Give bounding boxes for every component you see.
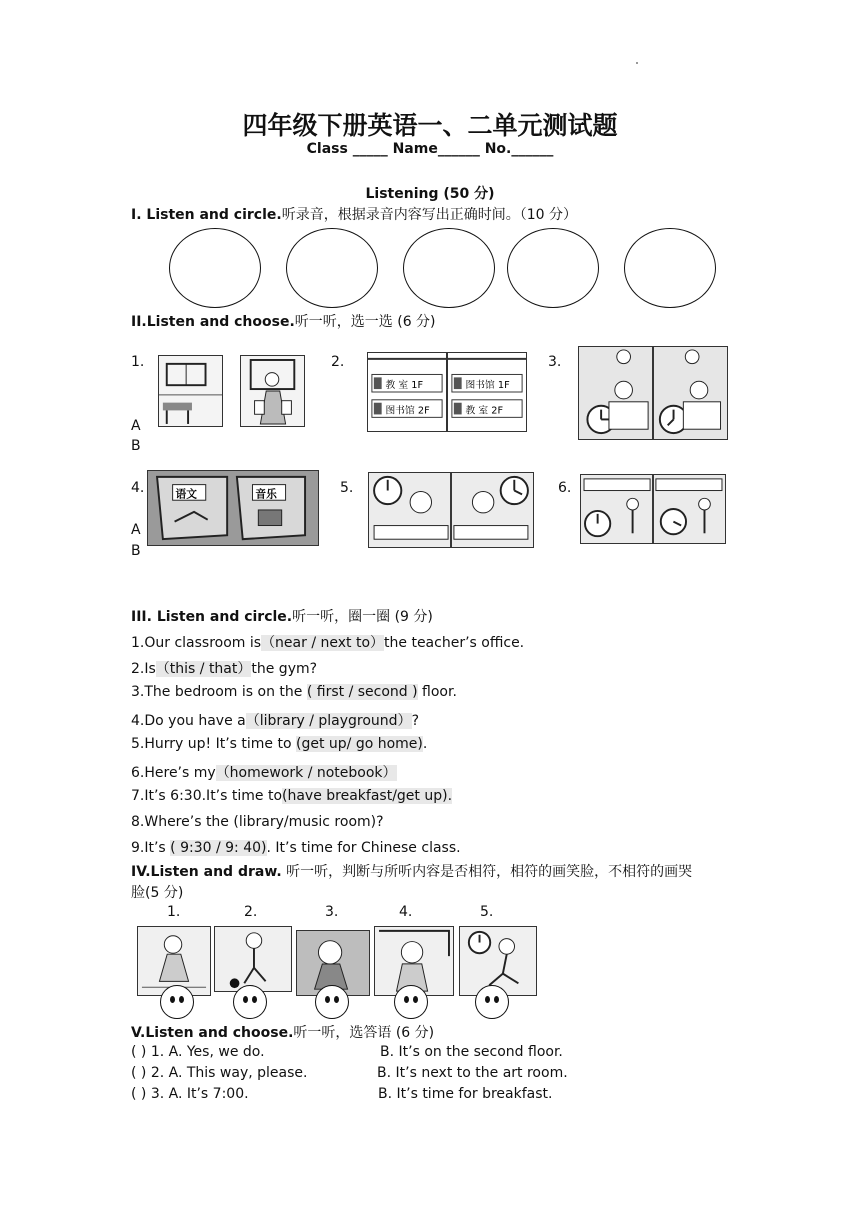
part3-item-7 bbox=[131, 788, 452, 804]
part3-item-9 bbox=[131, 840, 461, 856]
item-text: ? bbox=[411, 713, 419, 729]
q4-number-5: 5. bbox=[480, 904, 494, 920]
q4-number-1: 1. bbox=[167, 904, 181, 920]
page-title: 四年级下册英语一、二单元测试题 bbox=[242, 111, 618, 140]
sign-2a-bottom: 图书馆 2F bbox=[385, 405, 430, 417]
q4-number-2: 2. bbox=[244, 904, 258, 920]
part1-heading bbox=[131, 204, 577, 224]
q2-number-6: 6. bbox=[558, 480, 572, 496]
choice-options[interactable]: ( first / second ) bbox=[306, 684, 418, 700]
choice-options[interactable]: （near / next to） bbox=[261, 635, 385, 651]
sign-2a-top: 教 室 1F bbox=[385, 380, 424, 392]
sign-2b-bottom: 教 室 2F bbox=[465, 405, 504, 417]
item-text: 1.Our classroom is bbox=[131, 635, 262, 651]
q2-row1-option-a: A bbox=[131, 418, 141, 434]
item-text: 4.Do you have a bbox=[131, 713, 246, 729]
item-text: 3.The bedroom is on the bbox=[131, 684, 307, 700]
q2-row1-option-b: B bbox=[131, 438, 141, 454]
q4-number-3: 3. bbox=[325, 904, 339, 920]
part3-heading-rest: 听一听，圈一圈 (9 分) bbox=[292, 609, 433, 625]
choice-options[interactable]: ( 9:30 / 9: 40) bbox=[170, 840, 267, 856]
part5-item-3-b: B. It’s time for breakfast. bbox=[378, 1086, 553, 1102]
part5-item-2-b: B. It’s next to the art room. bbox=[377, 1065, 568, 1081]
student-info-line: Class _____ Name______ No.______ bbox=[306, 141, 554, 157]
q2-number-1: 1. bbox=[131, 354, 145, 370]
part2-heading-rest: 听一听，选一选 (6 分) bbox=[294, 314, 436, 330]
part3-item-4 bbox=[131, 710, 419, 730]
face-answer-1[interactable] bbox=[160, 985, 194, 1019]
item-text: . bbox=[422, 736, 428, 752]
part4-heading-cont: 脸(5 分) bbox=[131, 885, 184, 901]
q2-number-4: 4. bbox=[131, 480, 145, 496]
item-text: 6.Here’s my bbox=[131, 765, 216, 781]
part4-heading-rest: 听一听，判断与所听内容是否相符，相符的画笑脸，不相符的画哭 bbox=[281, 864, 693, 880]
part5-heading-rest: 听一听，选答语 (6 分) bbox=[293, 1025, 435, 1041]
face-answer-3[interactable] bbox=[315, 985, 349, 1019]
part3-heading-bold: III. Listen and circle. bbox=[131, 609, 293, 625]
choice-options[interactable]: (get up/ go home) bbox=[295, 736, 423, 752]
item-text: the gym? bbox=[251, 661, 318, 677]
face-answer-4[interactable] bbox=[394, 985, 428, 1019]
picture-3-bedroom-clock[interactable] bbox=[578, 346, 728, 440]
picture-1a-classroom[interactable] bbox=[158, 355, 223, 427]
item-text: floor. bbox=[417, 684, 457, 700]
part1-heading-rest: 听录音，根据录音内容写出正确时间。（10 分） bbox=[281, 207, 577, 223]
item-text: 7.It’s 6:30.It’s time to bbox=[131, 788, 283, 804]
picture-1b-office[interactable] bbox=[240, 355, 305, 427]
item-text[interactable]: 8.Where’s the (library/music room)? bbox=[131, 814, 384, 830]
q2-row2-option-b: B bbox=[131, 543, 141, 559]
book-music-label: 音乐 bbox=[255, 487, 277, 501]
part5-heading bbox=[131, 1022, 434, 1042]
part3-item-6 bbox=[131, 762, 397, 782]
sign-2b-top: 图书馆 1F bbox=[465, 380, 510, 392]
answer-circle-3[interactable] bbox=[403, 228, 495, 308]
picture-2a-floor-sign[interactable] bbox=[367, 352, 447, 432]
part5-item-1-b: B. It’s on the second floor. bbox=[380, 1044, 563, 1060]
part5-item-3-a[interactable]: ( ) 3. A. It’s 7:00. bbox=[131, 1086, 249, 1102]
q2-number-2: 2. bbox=[331, 354, 345, 370]
q2-number-5: 5. bbox=[340, 480, 354, 496]
listening-section-title: Listening (50 分) bbox=[365, 186, 495, 202]
picture-2b-floor-sign[interactable] bbox=[447, 352, 527, 432]
part3-item-2 bbox=[131, 658, 317, 678]
part1-heading-bold: Ⅰ. Listen and circle. bbox=[131, 207, 282, 223]
face-answer-5[interactable] bbox=[475, 985, 509, 1019]
item-text: 9.It’s bbox=[131, 840, 171, 856]
part5-item-2-a[interactable]: ( ) 2. A. This way, please. bbox=[131, 1065, 308, 1081]
answer-circle-1[interactable] bbox=[169, 228, 261, 308]
part3-item-3 bbox=[131, 684, 457, 700]
part4-heading bbox=[131, 861, 692, 881]
q2-row2-option-a: A bbox=[131, 522, 141, 538]
part3-item-1 bbox=[131, 632, 524, 652]
picture-4-books[interactable] bbox=[147, 470, 319, 546]
picture-5-breakfast[interactable] bbox=[368, 472, 534, 548]
item-text: the teacher’s office. bbox=[384, 635, 525, 651]
answer-circle-4[interactable] bbox=[507, 228, 599, 308]
part5-item-1-a[interactable]: ( ) 1. A. Yes, we do. bbox=[131, 1044, 265, 1060]
answer-circle-5[interactable] bbox=[624, 228, 716, 308]
part3-item-8 bbox=[131, 814, 384, 830]
item-text: . It’s time for Chinese class. bbox=[266, 840, 461, 856]
part3-heading bbox=[131, 606, 433, 626]
choice-options[interactable]: （homework / notebook） bbox=[215, 765, 397, 781]
picture-6-school-clock[interactable] bbox=[580, 474, 726, 544]
page-dot bbox=[636, 62, 638, 64]
picture-q4-2 bbox=[214, 926, 292, 992]
item-text: 5.Hurry up! It’s time to bbox=[131, 736, 296, 752]
part5-heading-bold: V.Listen and choose. bbox=[131, 1025, 294, 1041]
q2-number-3: 3. bbox=[548, 354, 562, 370]
part3-item-5 bbox=[131, 736, 427, 752]
part2-heading-bold: II.Listen and choose. bbox=[131, 314, 295, 330]
item-text: 2.Is bbox=[131, 661, 156, 677]
part2-heading bbox=[131, 311, 436, 331]
choice-options[interactable]: （library / playground） bbox=[245, 713, 412, 729]
choice-options[interactable]: （this / that） bbox=[155, 661, 252, 677]
answer-circle-2[interactable] bbox=[286, 228, 378, 308]
part4-heading-bold: IV.Listen and draw. bbox=[131, 864, 282, 880]
choice-options[interactable]: (have breakfast/get up). bbox=[282, 788, 453, 804]
book-chinese-label: 语文 bbox=[175, 487, 197, 501]
face-answer-2[interactable] bbox=[233, 985, 267, 1019]
q4-number-4: 4. bbox=[399, 904, 413, 920]
